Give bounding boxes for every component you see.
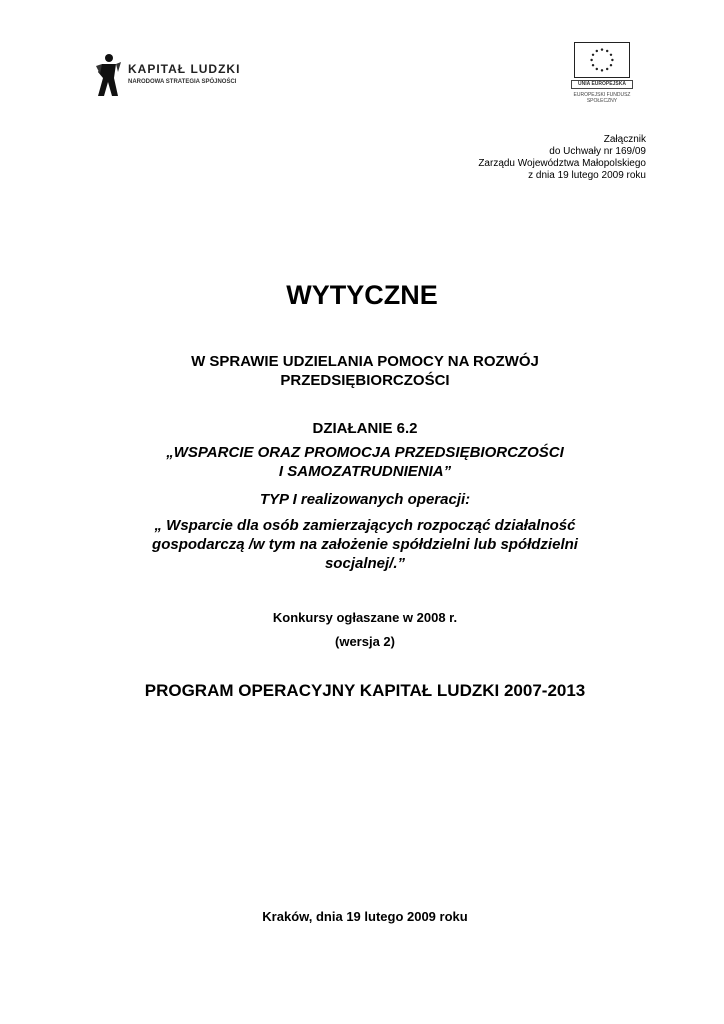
- action-name: [60, 443, 670, 481]
- attachment-line2: do Uchwały nr 169/09: [549, 146, 646, 157]
- action-name-line2: I SAMOZATRUDNIENIA”: [278, 463, 452, 480]
- attachment-line4: z dnia 19 lutego 2009 roku: [528, 170, 646, 181]
- attachment-line3: Zarządu Województwa Małopolskiego: [478, 158, 646, 169]
- eu-logo: [566, 42, 646, 108]
- subject-line1: W SPRAWIE UDZIELANIA POMOCY NA ROZWÓJ: [191, 353, 539, 370]
- contests-note: Konkursy ogłaszane w 2008 r.: [272, 610, 458, 625]
- document-subject: [60, 352, 670, 390]
- support-line3: socjalnej/.”: [324, 555, 406, 572]
- document-title: WYTYCZNE: [286, 280, 438, 310]
- kapital-ludzki-logo: [92, 52, 242, 98]
- attachment-line1: Załącznik: [603, 134, 646, 145]
- eu-label: UNIA EUROPEJSKA: [571, 80, 633, 89]
- logo-subtitle: NARODOWA STRATEGIA SPÓJNOŚCI: [128, 79, 237, 85]
- subject-line2: PRZEDSIĘBIORCZOŚCI: [280, 372, 450, 389]
- efs-label-line1: EUROPEJSKI FUNDUSZ: [573, 92, 631, 98]
- human-figure-icon: [92, 52, 122, 98]
- support-description: [60, 516, 670, 573]
- program-name: PROGRAM OPERACYJNY KAPITAŁ LUDZKI 2007-2013: [144, 681, 586, 700]
- action-code: DZIAŁANIE 6.2: [312, 420, 418, 437]
- version-note: (wersja 2): [335, 634, 395, 649]
- logo-title: KAPITAŁ LUDZKI: [128, 62, 241, 76]
- support-line1: „ Wsparcie dla osób zamierzających rozpocząć działalność: [154, 517, 576, 534]
- support-line2: gospodarczą /w tym na założenie spółdzielni lub spółdzielni: [152, 536, 578, 553]
- action-name-line1: „WSPARCIE ORAZ PROMOCJA PRZEDSIĘBIORCZOŚCI: [166, 444, 564, 461]
- operation-type: TYP I realizowanych operacji:: [259, 491, 471, 508]
- eu-flag-icon: [574, 42, 630, 78]
- place-date: Kraków, dnia 19 lutego 2009 roku: [262, 909, 468, 924]
- efs-label: [566, 92, 638, 104]
- attachment-note: [478, 134, 646, 182]
- efs-label-line2: SPOŁECZNY: [586, 98, 618, 104]
